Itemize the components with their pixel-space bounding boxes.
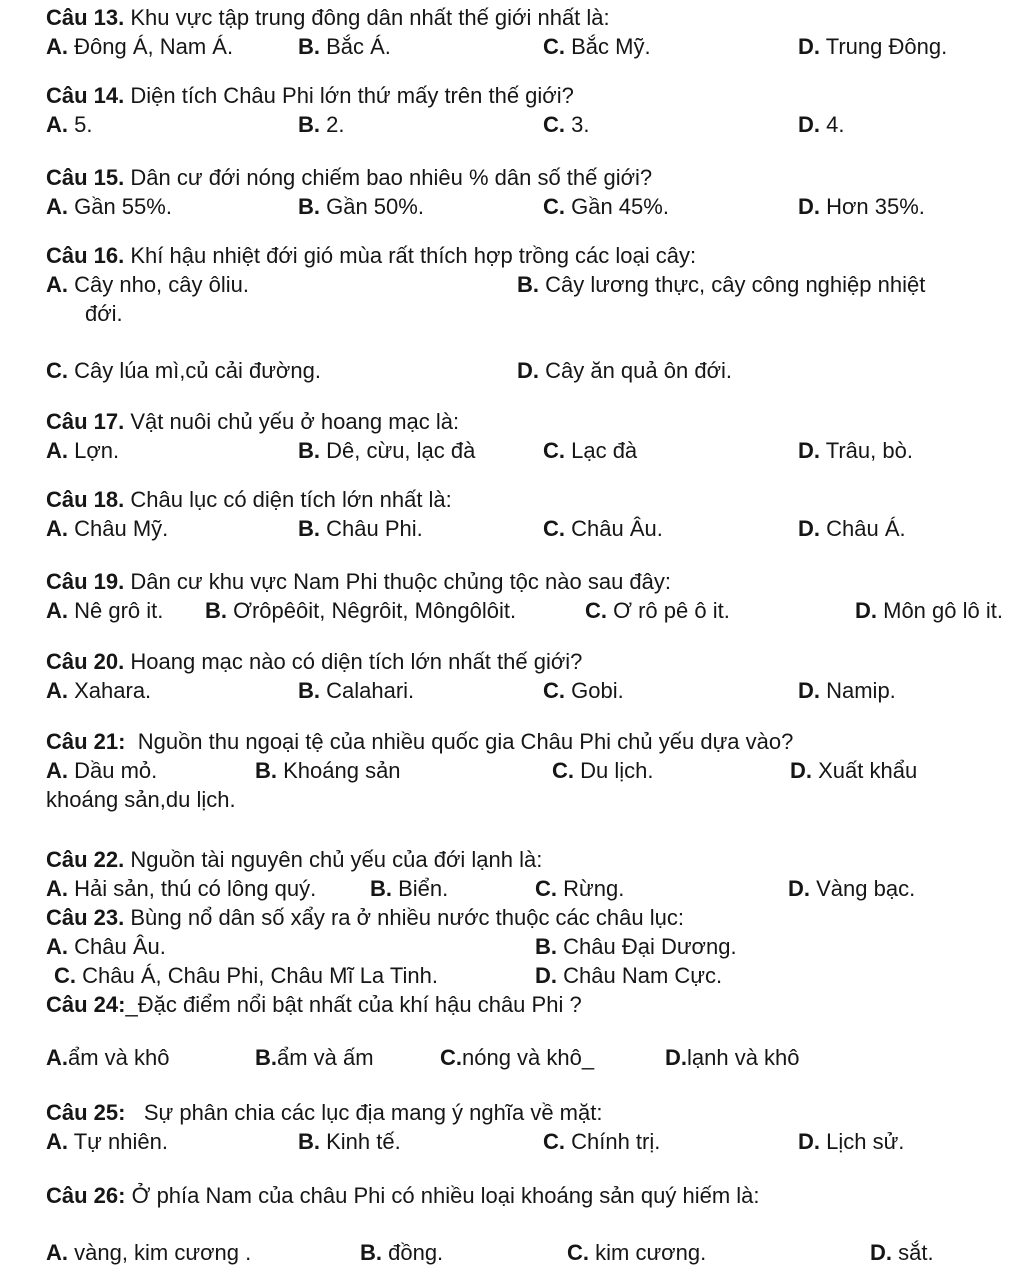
- option-text: Vàng bạc.: [810, 876, 916, 901]
- option: [46, 356, 517, 385]
- option: [360, 1238, 567, 1267]
- option-text: nóng và khô_: [462, 1045, 595, 1070]
- option-text: Gần 45%.: [565, 194, 669, 219]
- question-text: Hoang mạc nào có diện tích lớn nhất thế giới?: [124, 649, 583, 674]
- question-heading: [46, 567, 1020, 596]
- option-label: A.: [46, 34, 68, 59]
- option: [535, 961, 1020, 990]
- option-label: C.: [543, 194, 565, 219]
- option-label: C.: [46, 358, 68, 383]
- question-heading: [46, 1098, 1020, 1127]
- option-label: D.: [798, 34, 820, 59]
- question-number: Câu 24:: [46, 992, 126, 1017]
- option-text: Châu Á.: [820, 516, 906, 541]
- option-text: Châu Phi.: [320, 516, 423, 541]
- option: [585, 596, 855, 625]
- option-label: B.: [370, 876, 392, 901]
- option: [543, 192, 798, 221]
- question-number: Câu 13.: [46, 5, 125, 30]
- option-label: A.: [46, 272, 68, 297]
- option: [665, 1043, 1020, 1072]
- option: [517, 356, 1020, 385]
- question-number: Câu 18.: [46, 487, 125, 512]
- option-label: A.: [46, 112, 68, 137]
- option: [543, 676, 798, 705]
- option: [46, 32, 298, 61]
- question-18: [46, 485, 1020, 543]
- option-text: sắt.: [892, 1240, 934, 1265]
- options-row: [46, 270, 1020, 299]
- option-text: Du lịch.: [574, 758, 654, 783]
- option-label: A.: [46, 678, 68, 703]
- option-text: Gần 50%.: [320, 194, 424, 219]
- options-row: [46, 514, 1020, 543]
- question-number: Câu 21:: [46, 729, 126, 754]
- option-label: D.: [535, 963, 557, 988]
- option: [46, 1127, 298, 1156]
- option-label: D.: [798, 194, 820, 219]
- option: [298, 110, 543, 139]
- option-label: B.: [517, 272, 539, 297]
- option-text: 3.: [565, 112, 590, 137]
- option-text: Biển.: [392, 876, 449, 901]
- option-text: 5.: [68, 112, 93, 137]
- options-row: [46, 596, 1020, 625]
- option-text: Đông Á, Nam Á.: [68, 34, 234, 59]
- option-text: Ơ rô pê ô it.: [607, 598, 730, 623]
- option: [46, 756, 255, 785]
- options-row: [46, 110, 1020, 139]
- option: [798, 514, 1020, 543]
- option: [46, 874, 370, 903]
- option: [46, 596, 205, 625]
- option-text: Hơn 35%.: [820, 194, 925, 219]
- option: [798, 676, 1020, 705]
- option-label: D.: [665, 1045, 687, 1070]
- option: [46, 514, 298, 543]
- question-26: [46, 1181, 1020, 1267]
- option-label: A.: [46, 934, 68, 959]
- option-continuation: khoáng sản,du lịch.: [46, 787, 236, 812]
- question-text: Nguồn tài nguyên chủ yếu của đới lạnh là:: [124, 847, 543, 872]
- option: [543, 514, 798, 543]
- option-text: Dầu mỏ.: [68, 758, 158, 783]
- option: [298, 676, 543, 705]
- option: [798, 192, 1020, 221]
- option-text: Bắc Á.: [320, 34, 391, 59]
- option-label: D.: [517, 358, 539, 383]
- option-text: Xuất khẩu: [812, 758, 918, 783]
- option-text: Ơrôpêôit, Nêgrôit, Môngôlôit.: [227, 598, 517, 623]
- option: [567, 1238, 870, 1267]
- options-row: [46, 932, 1020, 961]
- question-number: Câu 23.: [46, 905, 125, 930]
- option-text: Kinh tế.: [320, 1129, 401, 1154]
- option: [543, 110, 798, 139]
- question-text: Diện tích Châu Phi lớn thứ mấy trên thế giới?: [124, 83, 574, 108]
- question-16: [46, 241, 1020, 385]
- options-row: [46, 1043, 1020, 1072]
- question-number: Câu 17.: [46, 409, 125, 434]
- option-label: B.: [298, 438, 320, 463]
- question-number: Câu 25:: [46, 1100, 126, 1125]
- option-label: C.: [54, 963, 76, 988]
- question-text: Khu vực tập trung đông dân nhất thế giới nhất là:: [124, 5, 610, 30]
- question-text: Dân cư đới nóng chiếm bao nhiêu % dân số thế giới?: [124, 165, 653, 190]
- option-label: B.: [360, 1240, 382, 1265]
- option-label: D.: [798, 1129, 820, 1154]
- question-22: [46, 845, 1020, 903]
- option: [298, 192, 543, 221]
- options-row: [46, 356, 1020, 385]
- option-label: A.: [46, 194, 68, 219]
- option-label: B.: [298, 516, 320, 541]
- option-label: B.: [535, 934, 557, 959]
- option-label: C.: [552, 758, 574, 783]
- question-text: Dân cư khu vực Nam Phi thuộc chủng tộc nào sau đây:: [124, 569, 672, 594]
- option: [46, 1238, 360, 1267]
- option-text: Lịch sử.: [820, 1129, 905, 1154]
- option: [543, 1127, 798, 1156]
- question-heading: [46, 81, 1020, 110]
- question-heading: [46, 163, 1020, 192]
- option-text: Gần 55%.: [68, 194, 172, 219]
- question-17: [46, 407, 1020, 465]
- options-row: [46, 961, 1020, 990]
- question-text: Sự phân chia các lục địa mang ý nghĩa về mặt:: [125, 1100, 603, 1125]
- option-label: D.: [788, 876, 810, 901]
- options-row: [46, 32, 1020, 61]
- question-19: [46, 567, 1020, 625]
- option-label: B.: [298, 1129, 320, 1154]
- option-label: C.: [567, 1240, 589, 1265]
- option-text: Tự nhiên.: [68, 1129, 168, 1154]
- option-text: Trâu, bò.: [820, 438, 913, 463]
- options-row: [46, 1238, 1020, 1267]
- option-text: 2.: [320, 112, 345, 137]
- option-label: B.: [255, 758, 277, 783]
- question-heading: [46, 903, 1020, 932]
- question-text: Bùng nổ dân số xẩy ra ở nhiều nước thuộc các châu lục:: [124, 905, 684, 930]
- option-label: C.: [543, 1129, 565, 1154]
- option-label: D.: [798, 438, 820, 463]
- option-text: Cây lúa mì,củ cải đường.: [68, 358, 321, 383]
- option: [798, 1127, 1020, 1156]
- option: [440, 1043, 665, 1072]
- question-number: Câu 16.: [46, 243, 125, 268]
- option: [543, 436, 798, 465]
- option-label: D.: [790, 758, 812, 783]
- option: [255, 756, 552, 785]
- option-text: Trung Đông.: [820, 34, 948, 59]
- option: [255, 1043, 440, 1072]
- question-text: _Đặc điểm nổi bật nhất của khí hậu châu Phi ?: [125, 992, 582, 1017]
- option-text: Xahara.: [68, 678, 152, 703]
- option: [370, 874, 535, 903]
- option-text: ẩm và khô: [68, 1045, 170, 1070]
- question-heading: [46, 407, 1020, 436]
- option-label: B.: [298, 112, 320, 137]
- option-text: Calahari.: [320, 678, 415, 703]
- option: [46, 932, 535, 961]
- question-text: Ở phía Nam của châu Phi có nhiều loại khoáng sản quý hiếm là:: [125, 1183, 760, 1208]
- question-heading: [46, 485, 1020, 514]
- question-heading: [46, 990, 1020, 1019]
- option: [543, 32, 798, 61]
- question-13: [46, 3, 1020, 61]
- option-label: C.: [543, 112, 565, 137]
- question-14: [46, 81, 1020, 139]
- question-text: Khí hậu nhiệt đới gió mùa rất thích hợp trồng các loại cây:: [124, 243, 697, 268]
- question-number: Câu 19.: [46, 569, 125, 594]
- options-row: [46, 756, 1020, 785]
- option-label: A.: [46, 876, 68, 901]
- option: [798, 436, 1020, 465]
- option-text: Namip.: [820, 678, 896, 703]
- option-label: B.: [298, 34, 320, 59]
- option: [855, 596, 1020, 625]
- option: [790, 756, 1020, 785]
- option-text: Châu Á, Châu Phi, Châu Mĩ La Tinh.: [76, 963, 438, 988]
- option-text: Châu Đại Dương.: [557, 934, 737, 959]
- option-label: A.: [46, 1045, 68, 1070]
- option-label: B.: [205, 598, 227, 623]
- option-label: B.: [298, 194, 320, 219]
- options-row: [46, 1127, 1020, 1156]
- option-text: Cây nho, cây ôliu.: [68, 272, 249, 297]
- option-text: Cây lương thực, cây công nghiệp nhiệt: [539, 272, 926, 297]
- option-label: A.: [46, 598, 68, 623]
- question-number: Câu 26:: [46, 1183, 126, 1208]
- question-heading: [46, 1181, 1020, 1210]
- option: [298, 436, 543, 465]
- question-heading: [46, 241, 1020, 270]
- question-24: [46, 990, 1020, 1072]
- option: [298, 1127, 543, 1156]
- question-25: [46, 1098, 1020, 1156]
- question-text: Vật nuôi chủ yếu ở hoang mạc là:: [124, 409, 460, 434]
- option: [798, 32, 1020, 61]
- question-21: [46, 727, 1020, 814]
- option: [46, 110, 298, 139]
- option-text: Rừng.: [557, 876, 625, 901]
- option-text: Bắc Mỹ.: [565, 34, 651, 59]
- question-number: Câu 15.: [46, 165, 125, 190]
- option-label: C.: [543, 438, 565, 463]
- question-heading: [46, 727, 1020, 756]
- option-label: D.: [798, 112, 820, 137]
- option-text: Chính trị.: [565, 1129, 661, 1154]
- option-text: Gobi.: [565, 678, 624, 703]
- question-heading: [46, 647, 1020, 676]
- option-label: B.: [298, 678, 320, 703]
- option-label: A.: [46, 516, 68, 541]
- option: [46, 270, 517, 299]
- question-number: Câu 14.: [46, 83, 125, 108]
- option: [46, 192, 298, 221]
- option: [535, 932, 1020, 961]
- option: [798, 110, 1020, 139]
- option: [552, 756, 790, 785]
- option-label: B.: [255, 1045, 277, 1070]
- option-label: D.: [855, 598, 877, 623]
- option: [46, 961, 535, 990]
- option-label: A.: [46, 438, 68, 463]
- option-label: D.: [870, 1240, 892, 1265]
- option: [46, 676, 298, 705]
- option: [788, 874, 1020, 903]
- options-row: [46, 676, 1020, 705]
- option: [46, 1043, 255, 1072]
- question-20: [46, 647, 1020, 705]
- question-15: [46, 163, 1020, 221]
- option-label: C.: [543, 34, 565, 59]
- question-heading: [46, 3, 1020, 32]
- option: [870, 1238, 1020, 1267]
- option: [535, 874, 788, 903]
- option-label: D.: [798, 516, 820, 541]
- option-text: Nê grô it.: [68, 598, 164, 623]
- option-label: A.: [46, 1129, 68, 1154]
- option-text: Cây ăn quả ôn đới.: [539, 358, 732, 383]
- option-label: A.: [46, 758, 68, 783]
- option-label: C.: [543, 516, 565, 541]
- option-label: C.: [440, 1045, 462, 1070]
- option-text: lạnh và khô: [687, 1045, 800, 1070]
- option: [517, 270, 1020, 299]
- option-text: vàng, kim cương .: [68, 1240, 252, 1265]
- option-label: C.: [585, 598, 607, 623]
- option-text: Hải sản, thú có lông quý.: [68, 876, 317, 901]
- option: [298, 32, 543, 61]
- question-heading: [46, 845, 1020, 874]
- option-text: đồng.: [382, 1240, 444, 1265]
- option-label: C.: [543, 678, 565, 703]
- option-text: Châu Âu.: [68, 934, 166, 959]
- question-number: Câu 20.: [46, 649, 125, 674]
- option-text: kim cương.: [589, 1240, 707, 1265]
- option-text: Lợn.: [68, 438, 120, 463]
- question-text: Nguồn thu ngoại tệ của nhiều quốc gia Châu Phi chủ yếu dựa vào?: [125, 729, 794, 754]
- option-text: Môn gô lô it.: [877, 598, 1003, 623]
- option-continuation: đới.: [85, 301, 123, 326]
- option-label: D.: [798, 678, 820, 703]
- option-text: 4.: [820, 112, 845, 137]
- option-text: Dê, cừu, lạc đà: [320, 438, 476, 463]
- option: [205, 596, 585, 625]
- question-text: Châu lục có diện tích lớn nhất là:: [124, 487, 452, 512]
- option-text: ẩm và ấm: [277, 1045, 374, 1070]
- options-row: [46, 874, 1020, 903]
- option: [46, 436, 298, 465]
- option: [298, 514, 543, 543]
- option-text: Châu Nam Cực.: [557, 963, 723, 988]
- option-text: Lạc đà: [565, 438, 638, 463]
- question-number: Câu 22.: [46, 847, 125, 872]
- options-row: [46, 436, 1020, 465]
- option-text: Châu Mỹ.: [68, 516, 169, 541]
- option-label: C.: [535, 876, 557, 901]
- option-text: Khoáng sản: [277, 758, 401, 783]
- options-row: [46, 192, 1020, 221]
- option-label: A.: [46, 1240, 68, 1265]
- question-23: [46, 903, 1020, 990]
- option-text: Châu Âu.: [565, 516, 663, 541]
